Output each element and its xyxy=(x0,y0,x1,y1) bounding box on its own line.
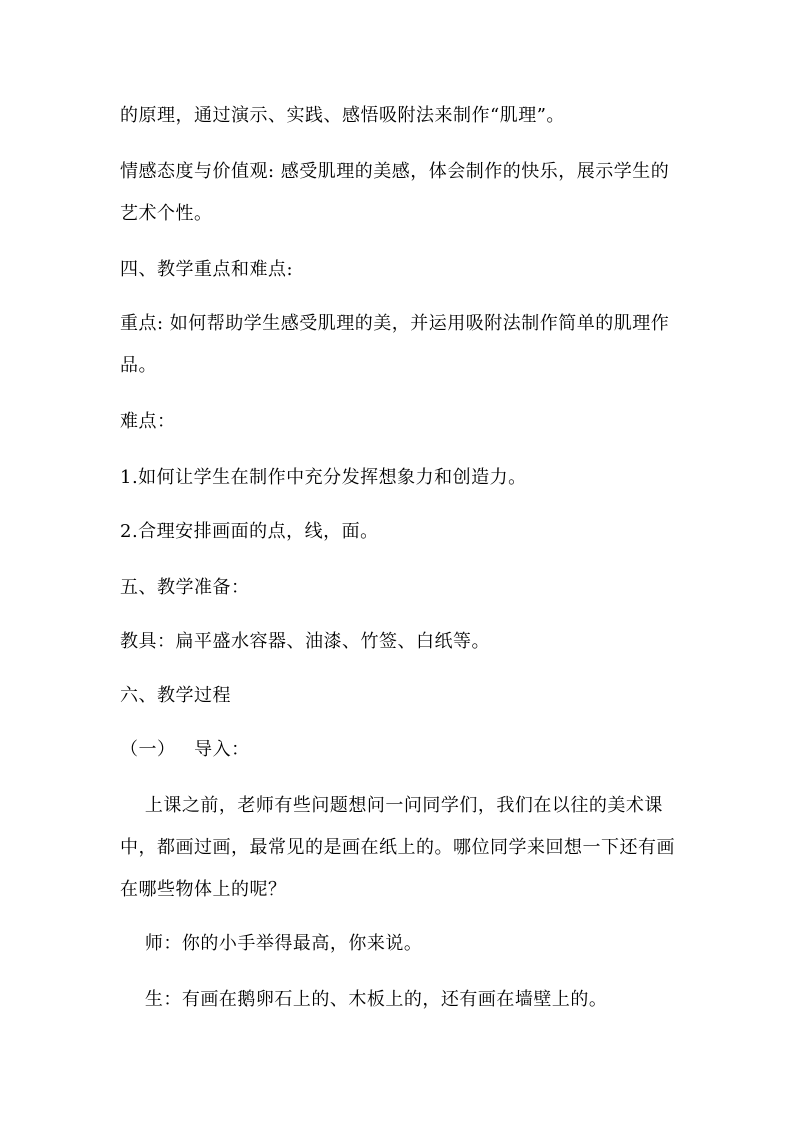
list-item: 1.如何让学生在制作中充分发挥想象力和创造力。 xyxy=(120,467,527,488)
text-line: 教具：扁平盛水容器、油漆、竹签、白纸等。 xyxy=(120,631,490,652)
text-line: 难点： xyxy=(120,411,176,432)
list-item: 2.合理安排画面的点，线，面。 xyxy=(120,521,379,542)
text-line: 艺术个性。 xyxy=(120,203,213,224)
paragraph-line: 在哪些物体上的呢？ xyxy=(120,879,287,900)
dialogue-line: 师：你的小手举得最高，你来说。 xyxy=(120,933,423,954)
text-line: 情感态度与价值观: 感受肌理的美感，体会制作的快乐，展示学生的 xyxy=(120,161,670,182)
section-heading: 五、教学准备： xyxy=(120,577,250,598)
text-line: 重点: 如何帮助学生感受肌理的美，并运用吸附法制作简单的肌理作 xyxy=(120,313,670,334)
section-heading: 四、教学重点和难点: xyxy=(120,259,294,280)
dialogue-line: 生：有画在鹅卵石上的、木板上的，还有画在墙壁上的。 xyxy=(120,989,608,1010)
section-heading: 六、教学过程 xyxy=(120,685,231,706)
paragraph-line: 中，都画过画，最常见的是画在纸上的。哪位同学来回想一下还有画 xyxy=(120,837,675,858)
paragraph-line: 上课之前，老师有些问题想问一问同学们，我们在以往的美术课 xyxy=(120,795,663,816)
text-line: 品。 xyxy=(120,355,157,376)
subsection-heading: （一） 导入： xyxy=(120,739,250,760)
text-line: 的原理，通过演示、实践、感悟吸附法来制作“肌理”。 xyxy=(120,105,565,126)
